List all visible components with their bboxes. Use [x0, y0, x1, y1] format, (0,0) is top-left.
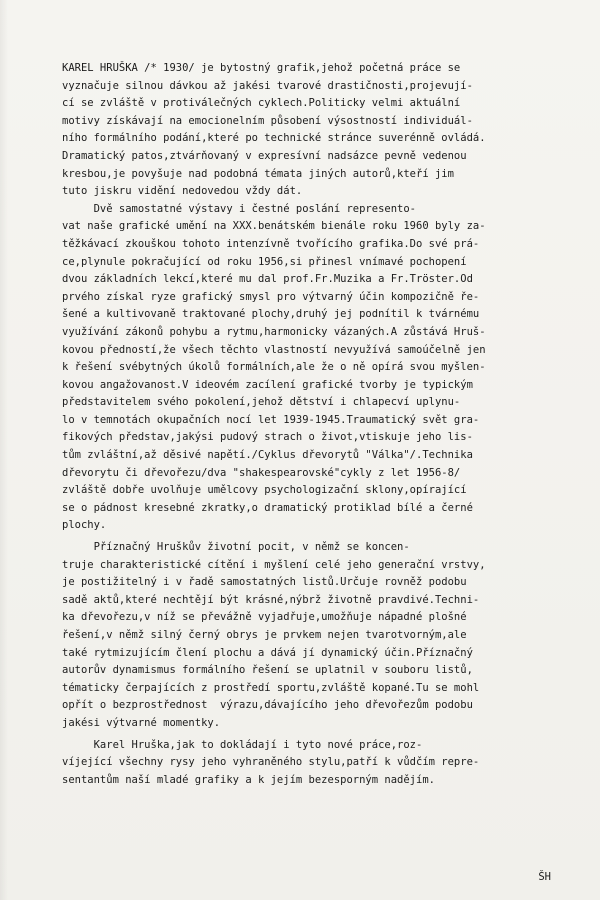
- text-line: vyznačuje silnou dávkou až jakési tvarové drastičnosti,projevují-: [62, 79, 473, 92]
- page-edge-shadow: [0, 0, 8, 900]
- text-line: dřevorytu či dřevořezu/dva "shakespearovské"cykly z let 1956-8/: [62, 466, 461, 479]
- text-line: tuto jiskru vidění nedovedou vždy dát.: [62, 185, 303, 198]
- text-line: KAREL HRUŠKA /* 1930/ je bytostný grafik,jehož početná práce se: [62, 62, 461, 74]
- text-line: kovou předností,že všech těchto vlastností nevyužívá samoúčelně jen: [62, 343, 486, 356]
- text-line: zvláště dobře uvolňuje umělcovy psychologizační sklony,opírající: [62, 484, 467, 497]
- text-line: plochy.: [62, 519, 107, 532]
- text-line: Dvě samostatné výstavy i čestné poslání represento-: [62, 202, 417, 215]
- text-line: Karel Hruška,jak to dokládají i tyto nové práce,roz-: [62, 738, 423, 751]
- text-line: prvého získal ryze grafický smysl pro výtvarný účin kompozičně ře-: [62, 290, 480, 303]
- text-line: také rytmizujícím člení plochu a dává jí dynamický účin.Příznačný: [62, 646, 473, 659]
- text-line: fikových představ,jakýsi pudový strach o život,vtiskuje jeho lis-: [62, 431, 473, 444]
- text-line: motivy získávají na emocionelním působení výsostností individuál-: [62, 114, 473, 127]
- text-line: se o pádnost kresebné zkratky,o dramatický protiklad bílé a černé: [62, 501, 473, 514]
- text-line: jakési výtvarné momentky.: [62, 716, 221, 729]
- text-line: opřít o bezprostřednost výrazu,dávajícího jeho dřevořezům podobu: [62, 699, 473, 712]
- typewritten-text: [62, 60, 582, 789]
- text-line: sentantům naší mladé grafiky a k jejím bezesporným nadějím.: [62, 773, 435, 786]
- text-line: ka dřevořezu,v níž se převážně vyjadřuje,umožňuje nápadné plošné: [62, 611, 467, 624]
- text-line: ního formálního podání,které po technické stránce suverénně ovládá.: [62, 132, 486, 145]
- text-line: Dramatický patos,ztvárňovaný v expresívní nadsázce pevně vedenou: [62, 149, 467, 162]
- text-line: šené a kultivovaně traktované plochy,druhý jej podnítil k tvárnému: [62, 308, 480, 321]
- text-line: těžkávací zkouškou tohoto intenzívně tvořícího grafika.Do své prá-: [62, 237, 480, 250]
- text-line: řešení,v němž silný černý obrys je prvkem nejen tvarotvorným,ale: [62, 629, 467, 641]
- text-line: kovou angažovanost.V ideovém zacílení grafické tvorby je typickým: [62, 378, 473, 391]
- text-line: je postižitelný i v řadě samostatných listů.Určuje rovněž podobu: [62, 576, 467, 589]
- text-line: dvou základních lekcí,které mu dal prof.Fr.Muzika a Fr.Tröster.Od: [62, 273, 473, 286]
- author-initials: ŠH: [538, 871, 551, 883]
- text-line: Příznačný Hruškův životní pocit, v němž se koncen-: [62, 541, 410, 554]
- text-line: truje charakteristické cítění i myšlení celé jeho generační vrstvy,: [62, 558, 486, 571]
- text-line: představitelem svého pokolení,jehož dětství i chlapecví uplynu-: [62, 396, 461, 409]
- text-line: sadě aktů,které nechtějí být krásné,nýbrž životně pravdivé.Techni-: [62, 593, 480, 606]
- text-line: vat naše grafické umění na XXX.benátském bienále roku 1960 byly za-: [62, 220, 486, 233]
- text-line: lo v temnotách okupačních nocí let 1939-1945.Traumatický svět gra-: [62, 413, 480, 426]
- text-line: k řešení svébytných úkolů formálních,ale že o ně opírá svou myšlen-: [62, 361, 486, 374]
- text-line: ce,plynule pokračující od roku 1956,si přinesl vnímavé pochopení: [62, 255, 467, 268]
- text-line: autorův dynamismus formálního řešení se uplatnil v souboru listů,: [62, 664, 473, 677]
- text-line: víjející všechny rysy jeho vyhraněného stylu,patří k vůdčím repre-: [62, 756, 480, 769]
- text-line: tématicky čerpajících z prostředí sportu,zvláště kopané.Tu se mohl: [62, 681, 480, 694]
- text-line: kresbou,je povyšuje nad podobná témata jiných autorů,kteří jim: [62, 167, 454, 180]
- text-line: využívání zákonů pohybu a rytmu,harmonicky vázaných.A zůstává Hruš-: [62, 325, 486, 338]
- text-line: cí se zvláště v protiválečných cyklech.Politicky velmi aktuální: [62, 97, 461, 110]
- text-line: tům zvláštní,až děsivé napětí./Cyklus dřevorytů "Válka"/.Technika: [62, 449, 473, 462]
